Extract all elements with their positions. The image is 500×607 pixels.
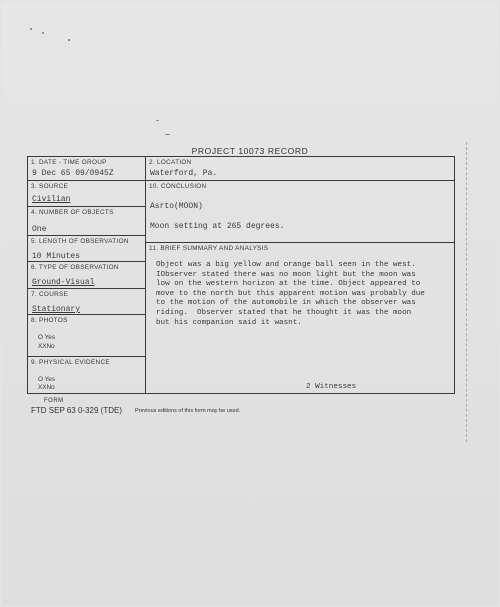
source-value: Civilian bbox=[32, 195, 71, 204]
left-column bbox=[28, 157, 146, 393]
speck-mark bbox=[165, 134, 170, 135]
physical-evidence-no-option[interactable]: XXNo bbox=[38, 384, 55, 391]
speck-mark bbox=[42, 32, 44, 34]
length-of-observation-value: 10 Minutes bbox=[32, 252, 81, 261]
source-label: 3. SOURCE bbox=[31, 183, 69, 190]
date-time-group-value: 9 Dec 65 09/0945Z bbox=[32, 169, 114, 178]
speck-mark bbox=[30, 28, 32, 30]
document-title: PROJECT 10073 RECORD bbox=[191, 146, 309, 156]
edge-artifact bbox=[466, 142, 468, 442]
summary-text: Object was a big yellow and orange ball seen in the west. IObserver stated there was no moon light but the moon was low on the western horizon at the time. Object appeared to move to the north but this apparent motion was probably due to the motion of the automobile in which the observer was riding. Observer stated that he thought it was the moon but his companion said it wasnt. bbox=[156, 261, 425, 327]
number-of-objects-label: 4. NUMBER OF OBJECTS bbox=[31, 209, 114, 216]
speck-mark bbox=[156, 120, 159, 121]
length-of-observation-cell bbox=[28, 236, 145, 262]
conclusion-cell bbox=[146, 181, 454, 243]
number-of-objects-cell bbox=[28, 207, 145, 236]
location-value: Waterford, Pa. bbox=[150, 169, 218, 178]
number-of-objects-value: One bbox=[32, 225, 47, 234]
type-of-observation-cell bbox=[28, 262, 145, 289]
location-cell bbox=[146, 157, 454, 181]
photos-label: 8. PHOTOS bbox=[31, 317, 68, 324]
location-label: 2. LOCATION bbox=[149, 159, 192, 166]
footer-form-number: FTD SEP 63 0-329 (TDE) bbox=[31, 406, 122, 415]
photos-yes-option[interactable]: O Yes bbox=[38, 334, 56, 341]
witnesses-note: 2 Witnesses bbox=[306, 383, 357, 391]
photos-no-option[interactable]: XXNo bbox=[38, 343, 55, 350]
summary-label: 11. BRIEF SUMMARY AND ANALYSIS bbox=[149, 245, 269, 252]
photos-cell bbox=[28, 315, 145, 357]
date-time-group-label: 1. DATE - TIME GROUP bbox=[31, 159, 107, 166]
physical-evidence-cell bbox=[28, 357, 145, 395]
record-form bbox=[27, 156, 455, 394]
speck-mark bbox=[68, 39, 70, 41]
physical-evidence-label: 9. PHYSICAL EVIDENCE bbox=[31, 359, 110, 366]
date-time-group-cell bbox=[28, 157, 145, 181]
conclusion-line-2: Moon setting at 265 degrees. bbox=[150, 222, 285, 231]
footer-note: Previous editions of this form may be used. bbox=[135, 408, 241, 414]
type-of-observation-label: 6. TYPE OF OBSERVATION bbox=[31, 264, 119, 271]
length-of-observation-label: 5. LENGTH OF OBSERVATION bbox=[31, 238, 129, 245]
course-cell bbox=[28, 289, 145, 315]
source-cell bbox=[28, 181, 145, 207]
right-column bbox=[146, 157, 454, 393]
type-of-observation-value: Ground-Visual bbox=[32, 278, 95, 287]
footer-form-label: FORM bbox=[44, 398, 64, 404]
physical-evidence-yes-option[interactable]: O Yes bbox=[38, 376, 56, 383]
conclusion-line-1: Asrto(MOON) bbox=[150, 202, 203, 211]
course-label: 7. COURSE bbox=[31, 291, 69, 298]
conclusion-label: 10. CONCLUSION bbox=[149, 183, 207, 190]
course-value: Stationary bbox=[32, 305, 81, 314]
